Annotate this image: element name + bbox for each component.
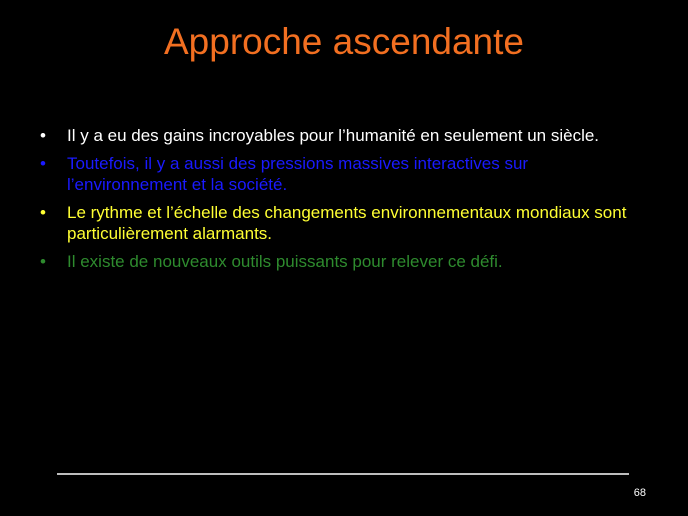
bullet-item-3 — [40, 202, 630, 244]
bullet-text: Toutefois, il y a aussi des pressions massives interactives sur l’environnement et la société. — [67, 154, 529, 194]
bullet-item-2 — [40, 153, 630, 195]
slide-number: 68 — [633, 487, 646, 499]
slide-title: Approche ascendante — [164, 21, 524, 62]
bullet-marker: • — [40, 252, 46, 271]
bullet-list — [40, 125, 630, 279]
bullet-marker: • — [40, 154, 46, 173]
bullet-marker: • — [40, 203, 46, 222]
footer-divider — [57, 473, 629, 475]
bullet-text: Il y a eu des gains incroyables pour l’humanité en seulement un siècle. — [67, 126, 600, 145]
bullet-text: Le rythme et l’échelle des changements environnementaux mondiaux sont particulièrement alarmants. — [67, 203, 627, 243]
bullet-marker: • — [40, 126, 46, 145]
bullet-item-4 — [40, 251, 630, 272]
bullet-text: Il existe de nouveaux outils puissants pour relever ce défi. — [67, 252, 503, 271]
bullet-item-1 — [40, 125, 630, 146]
